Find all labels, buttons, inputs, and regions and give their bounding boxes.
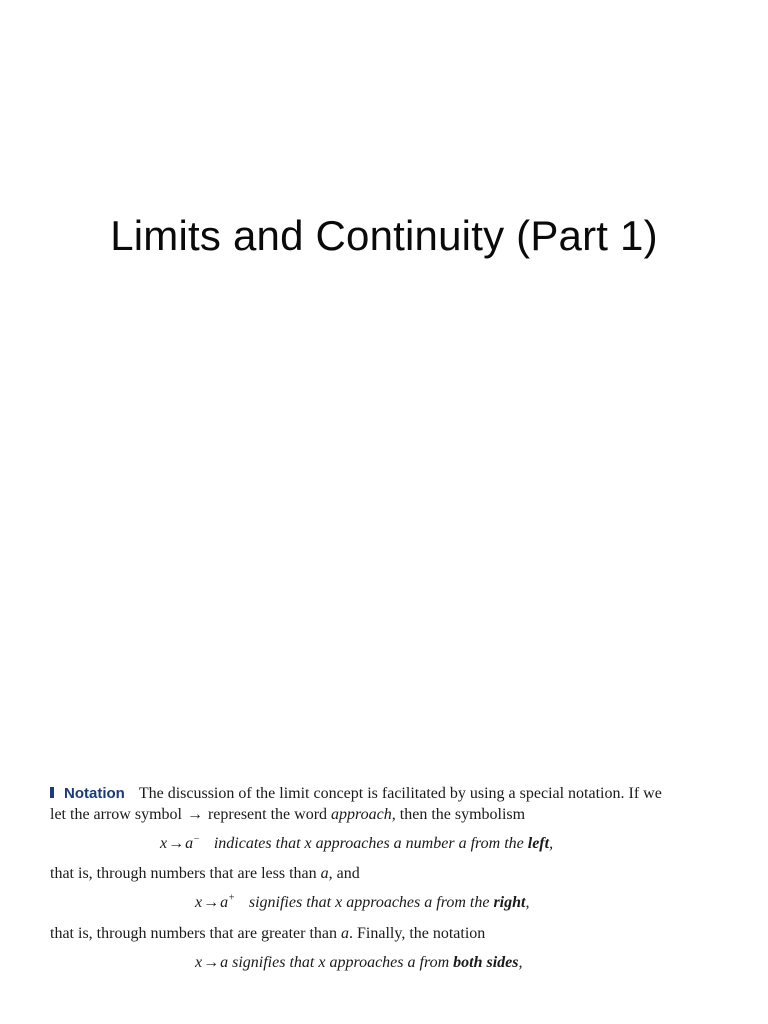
formula1-arrow: → xyxy=(168,834,185,852)
formula1-a: a xyxy=(185,834,194,852)
excerpt-line-2 xyxy=(50,805,740,826)
line4-text-a: that is, through numbers that are greater than xyxy=(50,924,342,942)
formula1-superscript: − xyxy=(193,833,200,845)
section-heading: Notation xyxy=(64,785,125,802)
formula2-emphasis: right xyxy=(493,894,526,912)
formula2-superscript: + xyxy=(228,892,235,904)
line3-text-a: that is, through numbers that are less than xyxy=(50,865,321,883)
formula2-a: a xyxy=(220,894,229,912)
excerpt-line-4 xyxy=(50,924,740,945)
line3-text-b: , and xyxy=(328,865,360,883)
formula2-tail: , xyxy=(525,894,530,912)
formula3-x: x xyxy=(195,953,203,971)
formula1-tail: , xyxy=(549,834,554,852)
line4-variable: a xyxy=(341,924,350,942)
line4-text-b: . Finally, the notation xyxy=(349,924,486,942)
line2-text-c: then the symbolism xyxy=(395,805,526,823)
formula-two-sided-limit xyxy=(50,953,740,974)
line2-italic: approach, xyxy=(331,805,396,823)
formula-right-limit xyxy=(50,893,740,914)
formula1-text: indicates that x approaches a number a from the xyxy=(213,834,528,852)
formula3-a: a xyxy=(220,953,229,971)
slide-title: Limits and Continuity (Part 1) xyxy=(110,212,658,259)
line2-text-a: let the arrow symbol xyxy=(50,805,186,823)
formula3-arrow: → xyxy=(203,953,220,971)
formula2-arrow: → xyxy=(203,894,220,912)
formula1-emphasis: left xyxy=(527,834,550,852)
arrow-symbol: → xyxy=(186,805,203,823)
excerpt-line-3 xyxy=(50,864,740,885)
formula3-tail: , xyxy=(518,953,523,971)
formula3-text: signifies that x approaches a from xyxy=(228,953,454,971)
formula2-x: x xyxy=(195,894,203,912)
line2-text-b: represent the word xyxy=(203,805,332,823)
formula-left-limit xyxy=(50,834,740,855)
formula3-emphasis: both sides xyxy=(453,953,519,971)
line3-variable: a xyxy=(320,865,329,883)
section-marker-icon xyxy=(50,787,54,798)
formula1-x: x xyxy=(160,834,168,852)
formula2-text: signifies that x approaches a from the xyxy=(248,894,494,912)
textbook-excerpt xyxy=(50,784,740,974)
line1-text: The discussion of the limit concept is facilitated by using a special notation. If we xyxy=(138,785,662,802)
excerpt-line-1 xyxy=(50,784,740,805)
